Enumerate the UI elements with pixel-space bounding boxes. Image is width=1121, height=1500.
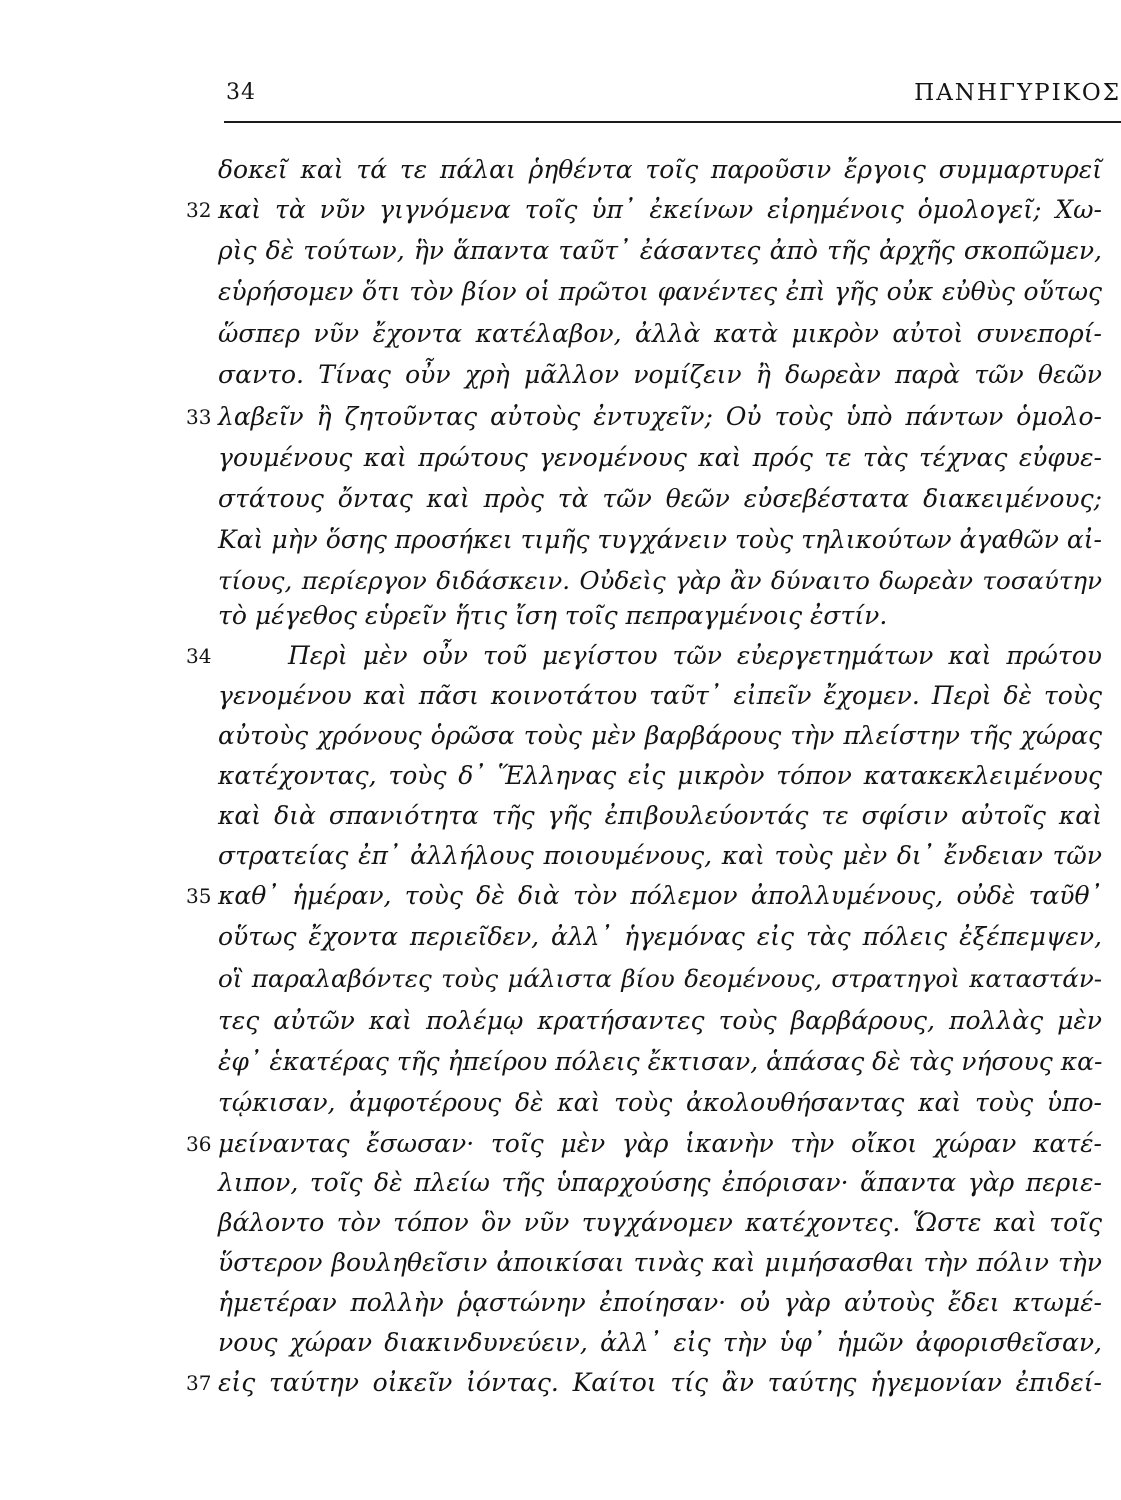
running-title: ΠΑΝΗΓΥΡΙΚΟΣ — [914, 80, 1121, 106]
section-number: 35 — [186, 884, 212, 908]
text-line: λαβεῖν ἢ ζητοῦντας αὐτοὺς ἐντυχεῖν; Οὐ τοὺς ὑπὸ πάντων ὁμολο- — [218, 402, 1102, 431]
text-line: κατέχοντας, τοὺς δ᾽ Ἕλληνας εἰς μικρὸν τόπον κατακεκλειμένους — [218, 761, 1102, 790]
text-line: Καὶ μὴν ὅσης προσήκει τιμῆς τυγχάνειν τοὺς τηλικούτων ἀγαθῶν αἰ- — [218, 525, 1102, 554]
text-line: γενομένου καὶ πᾶσι κοινοτάτου ταῦτ᾽ εἰπεῖν ἔχομεν. Περὶ δὲ τοὺς — [218, 681, 1102, 710]
text-line: στρατείας ἐπ᾽ ἀλλήλους ποιουμένους, καὶ τοὺς μὲν δι᾽ ἔνδειαν τῶν — [218, 841, 1102, 870]
text-line: βάλοντο τὸν τόπον ὃν νῦν τυγχάνομεν κατέχοντες. Ὥστε καὶ τοῖς — [218, 1208, 1102, 1237]
text-line: σαντο. Τίνας οὖν χρὴ μᾶλλον νομίζειν ἢ δωρεὰν παρὰ τῶν θεῶν — [218, 360, 1102, 389]
section-number: 37 — [186, 1371, 212, 1395]
text-line: οὕτως ἔχοντα περιεῖδεν, ἀλλ᾽ ἡγεμόνας εἰς τὰς πόλεις ἐξέπεμψεν, — [218, 922, 1102, 951]
text-line: τες αὐτῶν καὶ πολέμῳ κρατήσαντες τοὺς βαρβάρους, πολλὰς μὲν — [218, 1006, 1102, 1035]
text-line: εἰς ταύτην οἰκεῖν ἰόντας. Καίτοι τίς ἂν ταύτης ἡγεμονίαν ἐπιδεί- — [218, 1368, 1102, 1397]
text-line: λιπον, τοῖς δὲ πλείω τῆς ὑπαρχούσης ἐπόρισαν· ἅπαντα γὰρ περιε- — [218, 1168, 1102, 1197]
text-line: ρὶς δὲ τούτων, ἣν ἅπαντα ταῦτ᾽ ἐάσαντες ἀπὸ τῆς ἀρχῆς σκοπῶμεν, — [218, 236, 1102, 265]
text-line: ὥσπερ νῦν ἔχοντα κατέλαβον, ἀλλὰ κατὰ μικρὸν αὐτοὶ συνεπορί- — [218, 319, 1102, 348]
text-line: αὐτοὺς χρόνους ὁρῶσα τοὺς μὲν βαρβάρους τὴν πλείστην τῆς χώρας — [218, 721, 1102, 750]
text-line: στάτους ὄντας καὶ πρὸς τὰ τῶν θεῶν εὐσεβέστατα διακειμένους; — [218, 484, 1102, 513]
page-number: 34 — [226, 80, 256, 105]
text-line: νους χώραν διακινδυνεύειν, ἀλλ᾽ εἰς τὴν ὑφ᾽ ἡμῶν ἀφορισθεῖσαν, — [218, 1328, 1102, 1357]
text-line: τίους, περίεργον διδάσκειν. Οὐδεὶς γὰρ ἂν δύναιτο δωρεὰν τοσαύτην — [218, 566, 1102, 595]
text-line: καθ᾽ ἡμέραν, τοὺς δὲ διὰ τὸν πόλεμον ἀπολλυμένους, οὐδὲ ταῦθ᾽ — [218, 881, 1102, 910]
text-line: δοκεῖ καὶ τά τε πάλαι ῥηθέντα τοῖς παροῦσιν ἔργοις συμμαρτυρεῖ — [218, 155, 1102, 184]
text-line: τῴκισαν, ἀμφοτέρους δὲ καὶ τοὺς ἀκολουθήσαντας καὶ τοὺς ὑπο- — [218, 1088, 1102, 1117]
text-line: Περὶ μὲν οὖν τοῦ μεγίστου τῶν εὐεργετημάτων καὶ πρώτου — [288, 641, 1102, 670]
text-line: ἡμετέραν πολλὴν ῥᾳστώνην ἐποίησαν· οὐ γὰρ αὐτοὺς ἔδει κτωμέ- — [218, 1288, 1102, 1317]
text-line: καὶ διὰ σπανιότητα τῆς γῆς ἐπιβουλεύοντάς τε σφίσιν αὐτοῖς καὶ — [218, 801, 1102, 830]
section-number: 33 — [186, 405, 212, 429]
text-line: οἳ παραλαβόντες τοὺς μάλιστα βίου δεομένους, στρατηγοὶ καταστάν- — [218, 964, 1102, 993]
text-line: ἐφ᾽ ἑκατέρας τῆς ἠπείρου πόλεις ἔκτισαν, ἁπάσας δὲ τὰς νήσους κα- — [218, 1047, 1103, 1076]
text-line: τὸ μέγεθος εὑρεῖν ἥτις ἴση τοῖς πεπραγμένοις ἐστίν. — [218, 601, 888, 630]
text-line: ὕστερον βουληθεῖσιν ἀποικίσαι τινὰς καὶ μιμήσασθαι τὴν πόλιν τὴν — [218, 1248, 1102, 1277]
section-number: 36 — [186, 1132, 212, 1156]
text-line: γουμένους καὶ πρώτους γενομένους καὶ πρός τε τὰς τέχνας εὐφυε- — [218, 443, 1102, 472]
text-line: μείναντας ἔσωσαν· τοῖς μὲν γὰρ ἱκανὴν τὴν οἴκοι χώραν κατέ- — [218, 1129, 1102, 1158]
section-number: 34 — [186, 644, 212, 668]
section-number: 32 — [186, 198, 212, 222]
text-line: καὶ τὰ νῦν γιγνόμενα τοῖς ὑπ᾽ ἐκείνων εἰρημένοις ὁμολογεῖ; Χω- — [218, 195, 1102, 224]
text-line: εὑρήσομεν ὅτι τὸν βίον οἱ πρῶτοι φανέντες ἐπὶ γῆς οὐκ εὐθὺς οὕτως — [218, 277, 1102, 306]
